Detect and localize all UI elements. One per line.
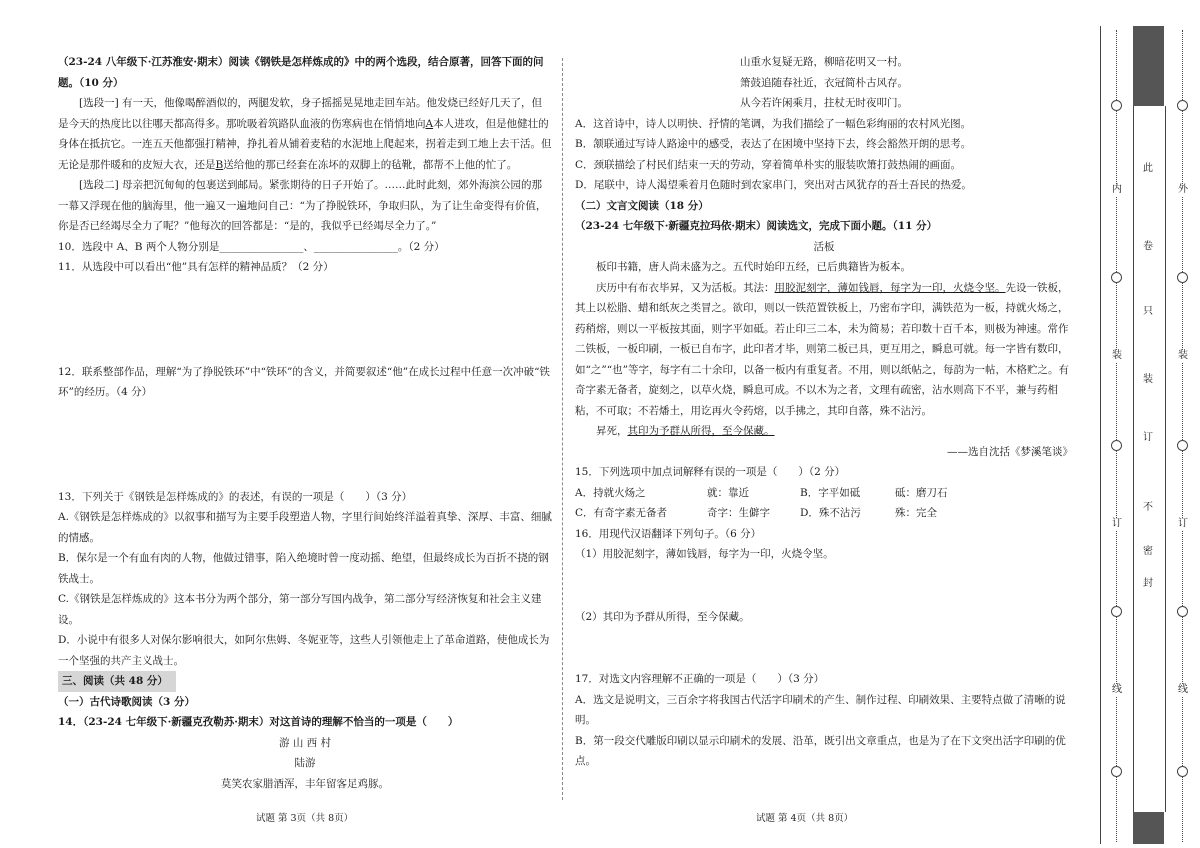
binding-notice-char: 封 [1143,578,1153,589]
page-footer: 试题 第 3页（共 8页） [256,813,354,824]
question-15: 15．下列选项中加点词解释有误的一项是（ ）（2 分） [575,466,846,478]
punch-circle [1177,100,1188,111]
question-14: 14．（23-24 七年级下·新疆克孜勒苏·期末）对这首诗的理解不恰当的一项是（ ） [58,716,459,728]
binding-notice-char: 不 [1143,502,1153,513]
option-13-b: B．保尔是一个有血有肉的人物，他做过错事，陷入绝境时曾一度动摇、绝望，但最终成长为百折不挠的钢铁战士。 [58,552,549,585]
column-divider [562,58,563,800]
punch-circle [1111,440,1122,451]
binding-notice-char: 订 [1143,432,1153,443]
option-15-d-gloss: 殊：完全 [895,507,937,519]
option-15-b-gloss: 砥：磨刀石 [895,486,948,499]
options-row [575,483,1073,504]
binding-bar-top [1133,26,1164,106]
binding-label-inner: 内 [1112,184,1122,195]
answer-space [58,278,552,362]
punch-circle [1177,766,1188,777]
option-15-c: C．有奇字素无备者 [575,507,668,519]
question-11: 11．从选段中可以看出“他”具有怎样的精神品质？（2 分） [58,261,334,273]
answer-space [575,627,1073,669]
option-14-a: A．这首诗中，诗人以明快、抒情的笔调，为我们描绘了一幅色彩绚丽的农村风光图。 [575,117,972,130]
binding-label-outer: 外 [1178,184,1188,195]
subsection-heading: （二）文言文阅读（18 分） [575,199,709,212]
binding-label-outer: 装 [1178,350,1188,361]
text-paragraph: 昇死，其印为予群从所得，至今保藏。 [596,425,775,437]
text-title: 活板 [813,240,835,253]
binding-notice-char: 装 [1143,374,1153,385]
punch-circle [1177,440,1188,451]
binding-label-inner: 订 [1112,518,1122,529]
binding-notice-char: 只 [1143,306,1153,317]
poem-line: 莫笑农家腊酒浑，丰年留客足鸡豚。 [221,777,389,790]
option-14-c: C．颈联描绘了村民们结束一天的劳动，穿着简单朴实的服装吹箫打鼓热闹的画面。 [575,158,962,171]
binding-notice-frame [1133,106,1166,812]
subsection-heading: （一）古代诗歌阅读（3 分） [58,695,195,708]
option-17-b: B．第一段交代雕版印刷以显示印刷术的发展、沿革，既引出文章重点，也是为了在下文突出活字印刷的优点。 [575,734,1066,767]
question-intro: （23-24 八年级下·江苏淮安·期末）阅读《钢铁是怎样炼成的》中的两个选段，结合原著，回答下面的问题。（10 分） [58,56,544,89]
binding-notice-char: 密 [1143,546,1153,557]
page-3-column [58,52,552,794]
option-14-b: B．颔联通过写诗人路途中的感受，表达了在困境中坚持下去，终会豁然开朗的思考。 [575,138,972,150]
answer-space [58,403,552,487]
options-row [575,503,1073,524]
question-10: 10．选段中 A、B 两个人物分别是________________、________________。（2 分） [58,240,445,253]
question-16: 16．用现代汉语翻译下列句子。（6 分） [575,527,762,540]
answer-space [575,565,1073,607]
poem-line: 山重水复疑无路，柳暗花明又一村。 [740,56,908,68]
excerpt-1: [选段一] 有一天，他像喝醉酒似的，两腿发软，身子摇摇晃晃地走回车站。他发烧已经好几天了，但是今天的热度比以往哪天都高得多。那吮吸着筑路队血液的伤寒病也在悄悄地向A本人进攻，但是他健壮的身体在抵抗它。一连五天他都强打精神，挣扎着从铺着麦秸的水泥地上爬起来，拐着走到工地上去干活。但无论是那件暖和的皮短大衣，还是B送给他的那已经套在冻坏的双脚上的毡靴，都帮不上他的忙了。 [58,97,552,171]
punch-circle [1111,766,1122,777]
question-16-1: （1）用胶泥刻字，薄如钱唇，每字为一印，火烧令坚。 [575,548,834,560]
outer-dotted-line [1182,30,1183,842]
option-13-c: C.《钢铁是怎样炼成的》这本书分为两个部分，第一部分写国内战争，第二部分写经济恢复和社会主义建设。 [58,593,542,626]
option-15-d: D．殊不沾污 [800,507,861,519]
option-17-a: A．选文是说明文，三百余字将我国古代活字印刷术的产生、制作过程、印刷效果、主要特点做了清晰的说明。 [575,693,1066,726]
binding-notice-char: 卷 [1143,241,1153,252]
poem-line: 箫鼓追随春社近，衣冠简朴古风存。 [740,76,908,89]
binding-notice-char: 此 [1143,163,1153,174]
binding-edge [1100,26,1101,844]
binding-label-outer: 订 [1178,518,1188,529]
question-intro: （23-24 七年级下·新疆克拉玛依·期末）阅读选文，完成下面小题。（11 分） [575,220,938,232]
section-heading: 三、阅读（共 48 分） [58,671,176,692]
option-13-a: A.《钢铁是怎样炼成的》以叙事和描写为主要手段塑造人物，字里行间始终洋溢着真挚、深厚、丰富、细腻的情感。 [58,511,552,544]
page-footer: 试题 第 4页（共 8页） [756,813,854,824]
option-14-d: D．尾联中，诗人渴望乘着月色随时到农家串门，突出对古风犹存的吾土吾民的热爱。 [575,179,972,191]
page-4-column [575,52,1073,772]
source-citation: ——选自沈括《梦溪笔谈》 [947,445,1073,458]
question-12: 12．联系整部作品，理解“为了挣脱铁环”中“铁环”的含义，并简要叙述“他”在成长过程中任意一次冲破“铁环”的经历。（4 分） [58,365,550,398]
punch-circle [1111,100,1122,111]
option-15-a: A．持就火炀之 [575,486,646,499]
punch-circle [1111,272,1122,283]
text-paragraph: 板印书籍，唐人尚未盛为之。五代时始印五经，已后典籍皆为板本。 [596,261,911,273]
excerpt-2: [选段二] 母亲把沉甸甸的包裹送到邮局。紧张期待的日子开始了。……此时此刻，郊外海滨公园的那一幕又浮现在他的脑海里，他一遍又一遍地问自己：“为了挣脱铁环，争取归队，为了让生命变得有价值，你是否已经竭尽全力了呢？”他每次的回答都是：“是的，我似乎已经竭尽全力了。” [58,179,547,232]
option-13-d: D．小说中有很多人对保尔影响很大，如阿尔焦姆、冬妮亚等，这些人引领他走上了革命道路，使他成长为一个坚强的共产主义战士。 [58,634,550,667]
binding-label-outer: 线 [1178,684,1188,695]
option-15-a-gloss: 就：靠近 [707,486,749,499]
poem-line: 从今若许闲乘月，拄杖无时夜叩门。 [740,97,908,109]
option-15-b: B．字平如砥 [800,486,861,499]
binding-label-inner: 线 [1112,684,1122,695]
punch-circle [1177,272,1188,283]
inner-dotted-line [1116,30,1117,842]
option-15-c-gloss: 奇字：生僻字 [707,507,770,519]
poem-author: 陆游 [294,757,316,769]
text-paragraph: 庆历中有布衣毕昇，又为活板。其法：用胶泥刻字，薄如钱唇，每字为一印，火烧令坚。先设一铁板，其上以松脂、蜡和纸灰之类冒之。欲印，则以一铁范置铁板上，乃密布字印，满铁范为一板，持就火炀之，药稍熔，则以一平板按其面，则字平如砥。若止印三二本，未为简易；若印数十百千本，则极为神速。常作二铁板，一板印刷，一板已自布字，此印者才毕，则第二板已具，更互用之，瞬息可就。每一字皆有数印，如“之”“也”等字，每字有二十余印，以备一板内有重复者。不用，则以纸帖之，每韵为一帖，木格贮之。有奇字素无备者，旋刻之，以草火烧，瞬息可成。不以木为之者，文理有疏密，沾水则高下不平，兼与药相粘，不可取；不若燔土，用讫再火令药熔，以手拂之，其印自落，殊不沾污。 [575,281,1069,417]
binding-label-inner: 装 [1112,350,1122,361]
punch-circle [1111,606,1122,617]
punch-circle [1177,606,1188,617]
question-17: 17．对选文内容理解不正确的一项是（ ）（3 分） [575,673,825,685]
question-16-2: （2）其印为予群从所得，至今保藏。 [575,610,750,623]
binding-bar-bottom [1133,812,1164,844]
question-13: 13．下列关于《钢铁是怎样炼成的》的表述，有误的一项是（ ）（3 分） [58,490,413,503]
poem-title: 游 山 西 村 [278,736,331,749]
